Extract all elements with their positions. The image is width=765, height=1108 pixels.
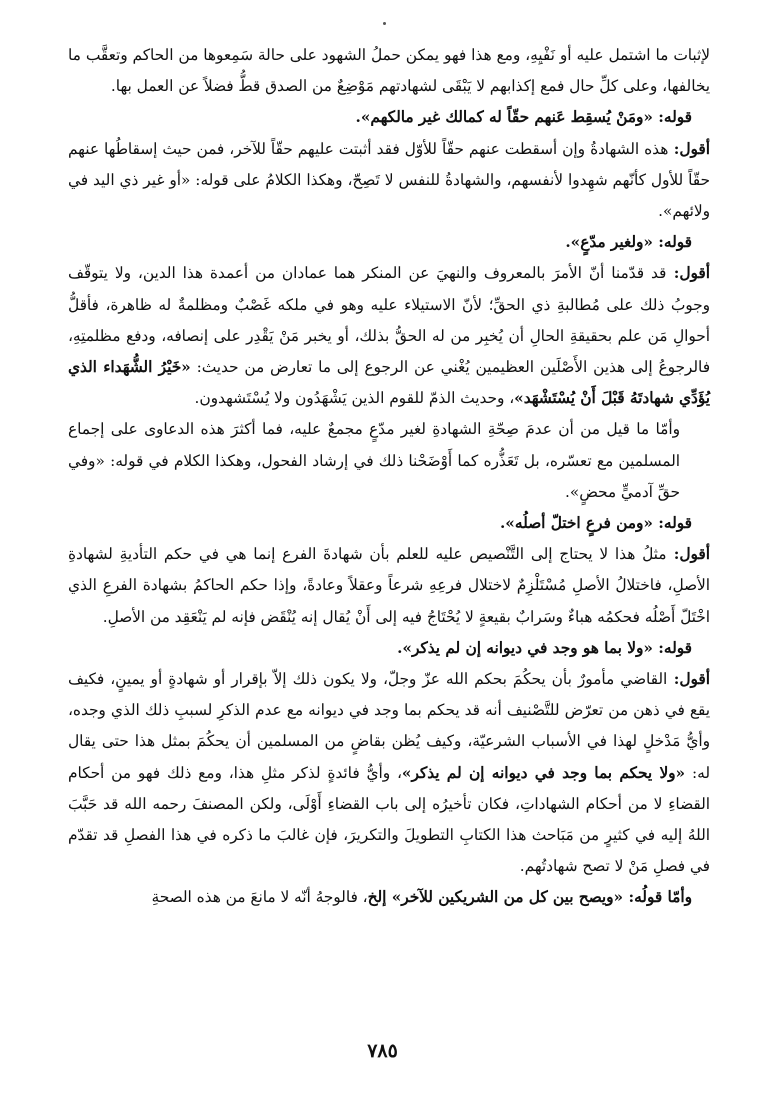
bold-segment: «ولا بما هو وجد في ديوانه إن لم يذكر». bbox=[397, 638, 653, 657]
text-segment: مثلُ هذا لا يحتاج إلى التَّنْصيص عليه للعلم بأن شهادةَ الفرع إنما هي في حكم التأديةِ لشهادةِ الأصلِ، فاختلالُ الأصلِ مُسْتَلْزِمٌ لاختلال فرعِهِ شرعاً وعقلاً وعادةً، وإذا حكم الحاكمُ بشهادة الفرعِ الذي اخْتَلّ أَصْلُه فحكمُه هباءٌ وسَرابٌ بقيعةٍ لا يُحْتَاجُ فيه إلى أَنْ يُقال إنه يُنْقَض فإنه لم يَنْعَقِد من الأصلِ. bbox=[68, 545, 710, 626]
bold-segment: قوله: bbox=[652, 233, 692, 252]
top-mark bbox=[383, 22, 386, 25]
text-segment: قد قدّمنا أنّ الأمرَ بالمعروف والنهيَ عن المنكر هما عمادان من أعمدة هذا الدين، ولا يتوقّف وجوبُ ذلك على مُطالبةِ ذي الحقِّ؛ لأنّ الاستيلاء عليه وهو في ملكه غَصْبٌ ومظلمةٌ له ظاهرة، فأقلُّ أحوالِ مَن علم بحقيقةِ الحالِ أن يُخبِر من له الحقُّ بذلك، أو يخبر مَنْ يَقْدِر على إنصافه، ودفع مظلمتِهِ، فالرجوعُ إلى هذين الأَصْلَين العظيمين يُغْني عن الرجوع إلى ما تعارض من حديث: bbox=[68, 264, 711, 377]
paragraph bbox=[68, 414, 710, 508]
text-segment: ، فالوجهُ أنّه لا مانعَ من هذه الصحةِ bbox=[151, 888, 368, 907]
paragraph bbox=[68, 102, 710, 133]
bold-segment: «ومَنْ يُسقِط عَنهم حقّاً له كمالك غير مالكهم». bbox=[355, 108, 653, 127]
text-segment: لإثبات ما اشتمل عليه أو نَفْيِهِ، ومع هذا فهو يمكن حملُ الشهود على حالة سَمِعوها من الحاكم وتعقَّب ما يخالفها، وعلى كلِّ حال فمع إكذابهم لا يَبْقَى لشهادتهم مَوْضِعٌ من الصدق قطُّ فضلاً عن العمل بها. bbox=[68, 46, 710, 96]
bold-segment: «ومن فرعٍ اختلّ أصلُه». bbox=[499, 514, 653, 533]
paragraph bbox=[68, 227, 710, 258]
bold-segment: أقول: bbox=[666, 264, 710, 283]
bold-segment: أقول: bbox=[666, 545, 710, 564]
paragraph bbox=[68, 539, 710, 633]
text-segment: هذه الشهادةُ وإن أسقطت عنهم حقّاً للأوّل فقد أثبتت عليهم حقّاً للآخر، فمن حيث إسقاطُها عنهم حقّاً للأول كأنّهم شهِدوا لأنفسهم، والشهادةُ للنفس لا تَصِحّ، وهكذا الكلامُ على قوله: «أو غير ذي اليد في ولائهم». bbox=[68, 139, 710, 221]
text-segment: القاضي مأمورٌ بأن يحكُمَ بحكم الله عزّ وجلّ، ولا يكون ذلك إلاّ بإقرار أو شهادةٍ أو يمينٍ، فكيف يقع في ذهن من تعرّض للتَّصْنيف أنه قد يحكم بما وجد في ديوانه مع عدم الذكرِ لسببِ ذلك الذي وجده، وأيُّ مَدْخلٍ لهذا في الأسباب الشرعيّة، وكيف يُظن بقاضٍ من المسلمين أن يحكُمَ بمثل هذا حتى يقال له: bbox=[68, 670, 710, 782]
paragraph bbox=[68, 134, 710, 228]
page-number: ٧٨٥ bbox=[367, 1040, 398, 1062]
paragraph bbox=[68, 633, 710, 664]
bold-segment: أقول: bbox=[667, 670, 710, 689]
bold-segment: وأمّا قولُه: bbox=[623, 888, 692, 907]
paragraph bbox=[68, 508, 710, 539]
bold-segment: «ويصح بين كل من الشريكين للآخر» إلخ bbox=[367, 888, 624, 907]
body-text bbox=[68, 40, 710, 914]
text-segment: ، وحديث الذمّ للقوم الذين يَشْهَدُون ولا يُسْتَشهدون. bbox=[194, 389, 515, 408]
bold-segment: «ولا يحكم بما وجد في ديوانه إن لم يذكر» bbox=[401, 763, 686, 782]
bold-segment: قوله: bbox=[652, 638, 692, 657]
paragraph bbox=[68, 882, 710, 913]
paragraph bbox=[68, 664, 710, 882]
text-segment: ، وأيُّ فائدةٍ لذكر مثلِ هذا، ومع ذلك فهو من أحكام القضاءِ لا من أحكام الشهاداتِ، فكان تأخيرُه إلى باب القضاءِ أَوْلَى، ولكن المصنفَ رحمه الله قد حَبَّبَ اللهُ إليه في كثيرٍ من مَبَاحث هذا الكتابِ التطويلَ والتكريرَ، فإن غالبَ ما ذكره في هذا الفصلِ قد تقدّم في فصلِ مَنْ لا تصح شهادتُهم. bbox=[68, 763, 710, 876]
bold-segment: قوله: bbox=[652, 108, 692, 127]
bold-segment: قوله: bbox=[652, 514, 692, 533]
bold-segment: أقول: bbox=[668, 139, 710, 158]
text-segment: وأمّا ما قيل من أن عدمَ صِحّةِ الشهادةِ لغير مدّعٍ مجمعٌ عليه، فما أكثرَ هذه الدعاوى على إجماع المسلمين مع تعسّره، بل تَعَذُّره كما أَوْضَحْنا ذلك في إرشاد الفحول، وهكذا الكلام في قوله: «وفي حقِّ آدميٍّ محضٍ». bbox=[68, 420, 680, 501]
paragraph bbox=[68, 258, 710, 414]
paragraph bbox=[68, 40, 710, 102]
bold-segment: «خَيْرُ الشُّهَداء الذي يُؤَدِّي شهادتَهُ قَبْلَ أَنْ يُسْتَشْهَد» bbox=[68, 358, 710, 408]
bold-segment: «ولغير مدّعٍ». bbox=[565, 233, 653, 252]
